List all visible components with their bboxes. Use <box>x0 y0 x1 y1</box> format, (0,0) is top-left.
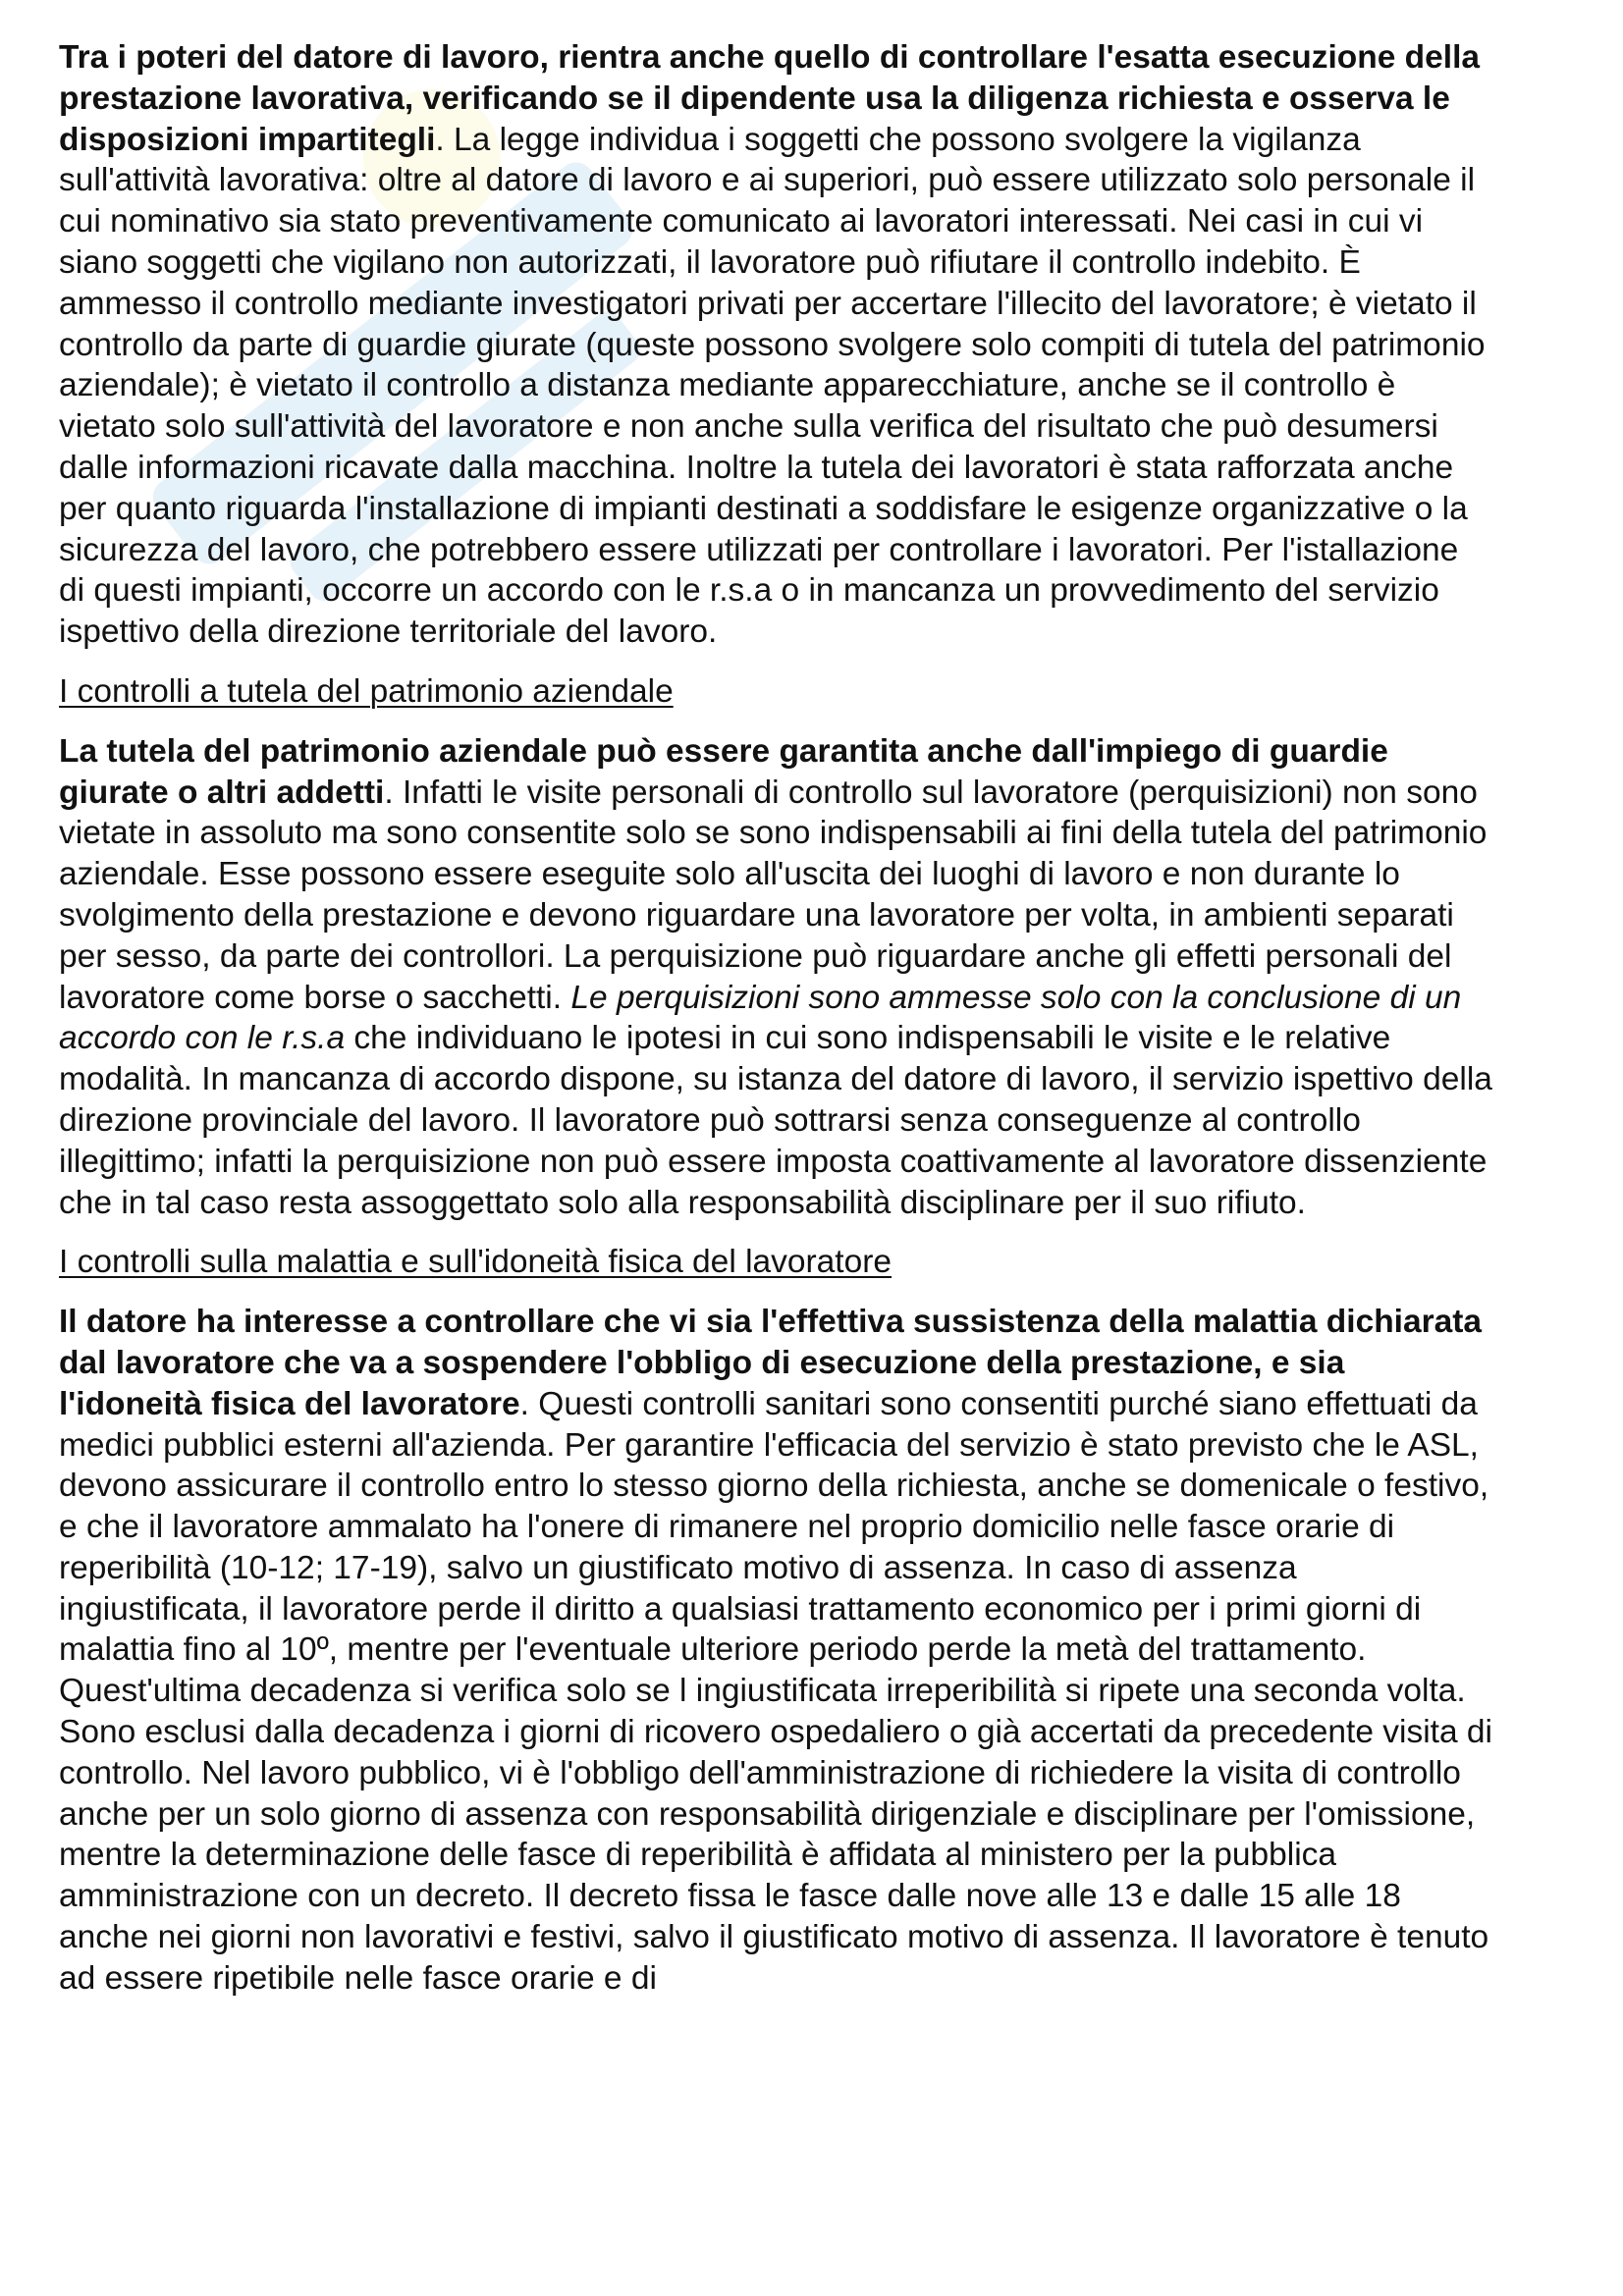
paragraph-patrimonio <box>59 731 1492 1224</box>
paragraph-vigilanza-text: . La legge individua i soggetti che possono svolgere la vigilanza sull'attività lavorativa: oltre al datore di lavoro e ai superiori, può essere utilizzato solo personale il cui nominativo sia stato preventivamente comunicato ai lavoratori interessati. Nei casi in cui vi siano soggetti che vigilano non autorizzati, il lavoratore può rifiutare il controllo indebito. È ammesso il controllo mediante investigatori privati per accertare l'illecito del lavoratore; è vietato il controllo da parte di guardie giurate (queste possono svolgere solo compiti di tutela del patrimonio aziendale); è vietato il controllo a distanza mediante apparecchiature, anche se il controllo è vietato solo sull'attività del lavoratore e non anche sulla verifica del risultato che può desumersi dalle informazioni ricavate dalla macchina. Inoltre la tutela dei lavoratori è stata rafforzata anche per quanto riguarda l'installazione di impianti destinati a soddisfare le esigenze organizzative o la sicurezza del lavoro, che potrebbero essere utilizzati per controllare i lavoratori. Per l'istallazione di questi impianti, occorre un accordo con le r.s.a o in mancanza un provvedimento del servizio ispettivo della direzione territoriale del lavoro. <box>59 121 1486 651</box>
section-heading-malattia: I controlli sulla malattia e sull'idoneità fisica del lavoratore <box>59 1244 893 1281</box>
paragraph-patrimonio-italic: Le perquisizioni sono ammesse solo con la conclusione di un accordo con le r.s.a <box>59 979 1462 1057</box>
paragraph-malattia-text: . Questi controlli sanitari sono consentiti purché siano effettuati da medici pubblici esterni all'azienda. Per garantire l'efficacia del servizio è stato previsto che le ASL, devono assicurare il controllo entro lo stesso giorno della richiesta, anche se domenicale o festivo, e che il lavoratore ammalato ha l'onere di rimanere nel proprio domicilio nelle fasce orarie di reperibilità (10-12; 17-19), salvo un giustificato motivo di assenza. In caso di assenza ingiustificata, il lavoratore perde il diritto a qualsiasi trattamento economico per i primi giorni di malattia fino al 10º, mentre per l'eventuale ulteriore periodo perde la metà del trattamento. Quest'ultima decadenza si verifica solo se l ingiustificata irreperibilità si ripete una seconda volta. Sono esclusi dalla decadenza i giorni di ricovero ospedaliero o già accertati da precedente visita di controllo. Nel lavoro pubblico, vi è l'obbligo dell'amministrazione di richiedere la visita di controllo anche per un solo giorno di assenza con responsabilità dirigenziale e disciplinare per l'omissione, mentre la determinazione delle fasce di reperibilità è affidata al ministero per la pubblica amministrazione con un decreto. Il decreto fissa le fasce dalle nove alle 13 e dalle 15 alle 18 anche nei giorni non lavorativi e festivi, salvo il giustificato motivo di assenza. Il lavoratore è tenuto ad essere ripetibile nelle fasce orarie e di <box>59 1385 1492 1997</box>
paragraph-vigilanza-bold: Tra i poteri del datore di lavoro, rientra anche quello di controllare l'esatta esecuzione della prestazione lavorativa, verificando se il dipendente usa la diligenza richiesta e osserva le disposizioni impartitegli <box>59 39 1481 158</box>
paragraph-malattia <box>59 1302 1492 2000</box>
document-page <box>59 37 1492 2018</box>
paragraph-vigilanza <box>59 37 1492 653</box>
section-heading-patrimonio: I controlli a tutela del patrimonio aziendale <box>59 672 674 710</box>
paragraph-malattia-bold: Il datore ha interesse a controllare che vi sia l'effettiva sussistenza della malattia dichiarata dal lavoratore che va a sospendere l'obbligo di esecuzione della prestazione, e sia l'idoneità fisica del lavoratore <box>59 1304 1483 1422</box>
paragraph-patrimonio-text-after: che individuano le ipotesi in cui sono indispensabili le visite e le relative modalità. In mancanza di accordo dispone, su istanza del datore di lavoro, il servizio ispettivo della direzione provinciale del lavoro. Il lavoratore può sottrarsi senza conseguenze al controllo illegittimo; infatti la perquisizione non può essere imposta coattivamente al lavoratore dissenziente che in tal caso resta assoggettato solo alla responsabilità disciplinare per il suo rifiuto. <box>59 1020 1492 1221</box>
paragraph-patrimonio-text: . Infatti le visite personali di controllo sul lavoratore (perquisizioni) non sono vietate in assoluto ma sono consentite solo se sono indispensabili ai fini della tutela del patrimonio aziendale. Esse possono essere eseguite solo all'uscita dei luoghi di lavoro e non durante lo svolgimento della prestazione e devono riguardare una lavoratore per volta, in ambienti separati per sesso, da parte dei controllori. La perquisizione può riguardare anche gli effetti personali del lavoratore come borse o sacchetti. <box>59 774 1488 1016</box>
paragraph-patrimonio-bold: La tutela del patrimonio aziendale può essere garantita anche dall'impiego di guardie giurate o altri addetti <box>59 732 1388 811</box>
